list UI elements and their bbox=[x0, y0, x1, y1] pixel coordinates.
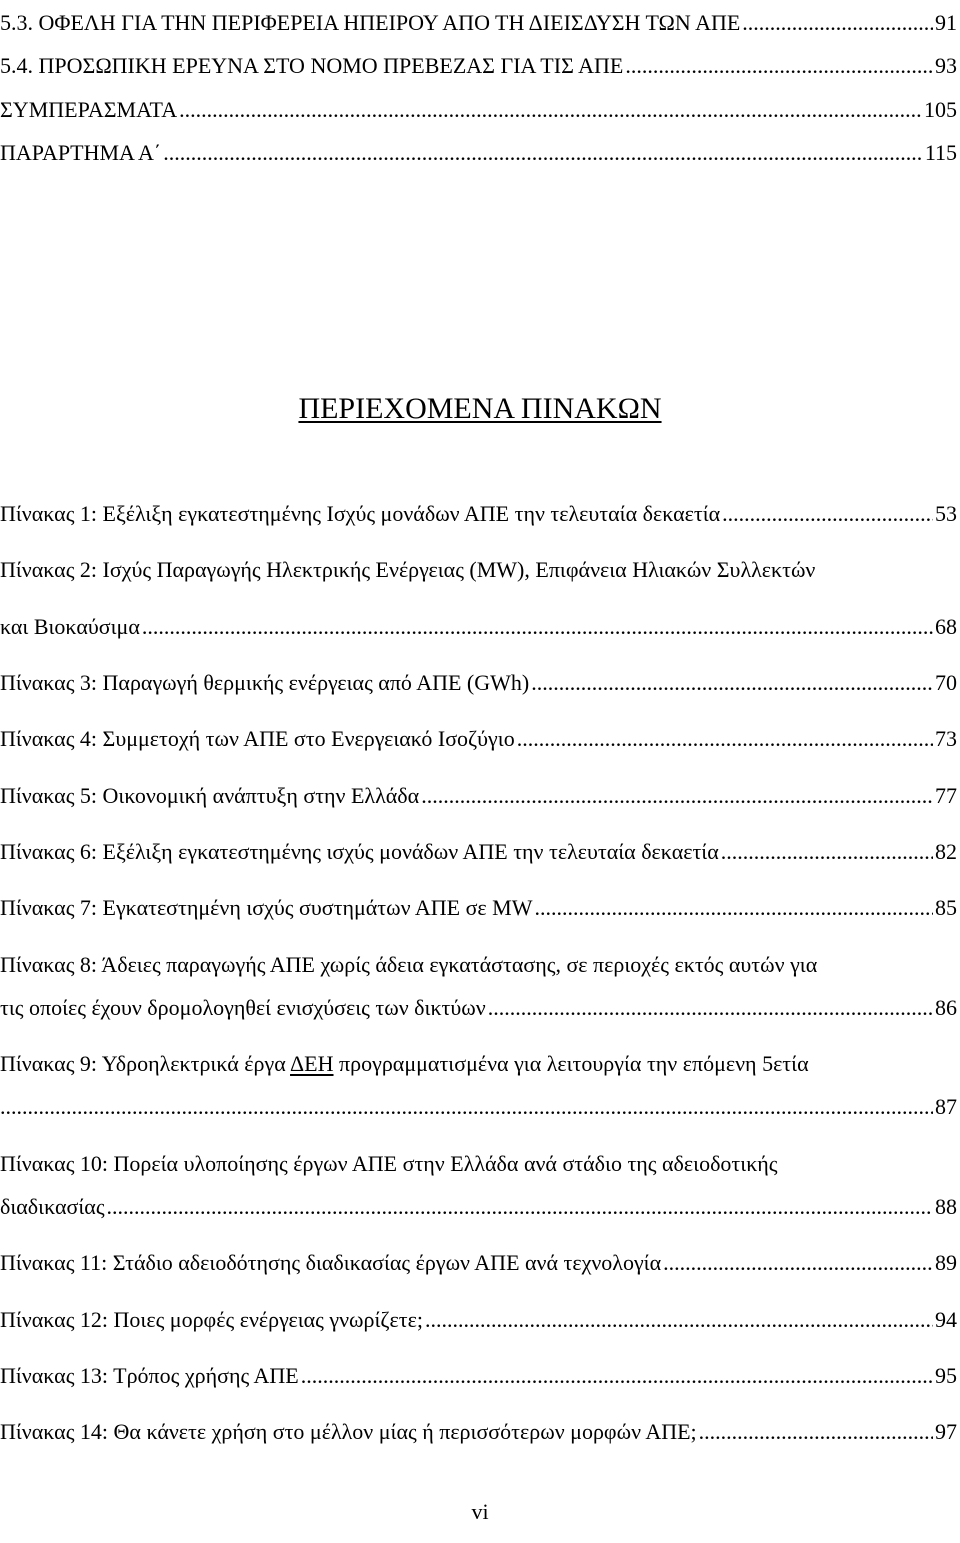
table-entry-title: Πίνακας 11: Στάδιο αδειοδότησης διαδικασίας έργων ΑΠΕ ανά τεχνολογία bbox=[0, 1250, 662, 1275]
table-entry-page: 85 bbox=[935, 895, 957, 920]
table-entry-title: Πίνακας 2: Ισχύς Παραγωγής Ηλεκτρικής Ενέργειας (MW), Επιφάνεια Ηλιακών Συλλεκτών bbox=[0, 557, 816, 582]
toc-entry-title: 5.4. ΠΡΟΣΩΠΙΚΗ ΕΡΕΥΝΑ ΣΤΟ ΝΟΜΟ ΠΡΕΒΕΖΑΣ ΓΙΑ ΤΙΣ ΑΠΕ bbox=[0, 53, 624, 78]
table-entry-10-line1[interactable] bbox=[0, 1149, 958, 1179]
table-entry-title-continued: και Βιοκαύσιμα bbox=[0, 614, 140, 639]
dot-leader bbox=[625, 51, 933, 81]
table-entry-title: Πίνακας 7: Εγκατεστημένη ισχύς συστημάτων ΑΠΕ σε MW bbox=[0, 895, 533, 920]
dot-leader bbox=[663, 1248, 933, 1278]
table-entry-4[interactable] bbox=[0, 724, 957, 754]
table-entry-title: Πίνακας 10: Πορεία υλοποίησης έργων ΑΠΕ στην Ελλάδα ανά στάδιο της αδειοδοτικής bbox=[0, 1151, 778, 1176]
dot-leader bbox=[107, 1192, 933, 1222]
table-entry-3[interactable] bbox=[0, 668, 957, 698]
table-entry-title: Πίνακας 3: Παραγωγή θερμικής ενέργειας από ΑΠΕ (GWh) bbox=[0, 670, 530, 695]
table-entry-2-line1[interactable] bbox=[0, 555, 958, 585]
table-entry-11[interactable] bbox=[0, 1248, 957, 1278]
table-entry-title-line bbox=[0, 950, 946, 980]
toc-entry[interactable] bbox=[0, 95, 957, 125]
toc-entry-page: 105 bbox=[924, 97, 957, 122]
toc-entry[interactable] bbox=[0, 51, 957, 81]
table-entry-title: Πίνακας 1: Εξέλιξη εγκατεστημένης Ισχύς μονάδων ΑΠΕ την τελευταία δεκαετία bbox=[0, 501, 721, 526]
dot-leader bbox=[421, 781, 933, 811]
table-entry-page: 53 bbox=[935, 501, 957, 526]
table-entry-page: 86 bbox=[935, 995, 957, 1020]
table-entry-8[interactable] bbox=[0, 993, 957, 1023]
table-entry-6[interactable] bbox=[0, 837, 957, 867]
dot-leader bbox=[179, 95, 922, 125]
table-entry-page: 82 bbox=[935, 839, 957, 864]
table-entry-1[interactable] bbox=[0, 499, 957, 529]
table-entry-page: 68 bbox=[935, 614, 957, 639]
table-entry-page: 94 bbox=[935, 1307, 957, 1332]
toc-entry-title: 5.3. ΟΦΕΛΗ ΓΙΑ ΤΗΝ ΠΕΡΙΦΕΡΕΙΑ ΗΠΕΙΡΟΥ ΑΠΟ ΤΗ ΔΙΕΙΣΔΥΣΗ ΤΩΝ ΑΠΕ bbox=[0, 10, 741, 35]
table-entry-page: 95 bbox=[935, 1363, 957, 1388]
table-entry-5[interactable] bbox=[0, 781, 957, 811]
table-entry-title: Πίνακας 14: Θα κάνετε χρήση στο μέλλον μίας ή περισσότερων μορφών ΑΠΕ; bbox=[0, 1419, 697, 1444]
dot-leader bbox=[425, 1305, 933, 1335]
toc-entry-page: 93 bbox=[935, 53, 957, 78]
table-entry-page: 87 bbox=[935, 1094, 957, 1119]
dot-leader bbox=[0, 1092, 933, 1122]
table-entry-10[interactable] bbox=[0, 1192, 957, 1222]
dot-leader bbox=[721, 837, 933, 867]
table-entry-title-continued: διαδικασίας bbox=[0, 1194, 105, 1219]
toc-entry[interactable] bbox=[0, 8, 957, 38]
table-entry-title: Πίνακας 12: Ποιες μορφές ενέργειας γνωρίζετε; bbox=[0, 1307, 423, 1332]
table-entry-page: 97 bbox=[935, 1419, 957, 1444]
table-entry-title: Πίνακας 5: Οικονομική ανάπτυξη στην Ελλάδα bbox=[0, 783, 420, 808]
dot-leader bbox=[742, 8, 933, 38]
dot-leader bbox=[488, 993, 933, 1023]
table-entry-8-line1[interactable] bbox=[0, 950, 958, 980]
table-entry-13[interactable] bbox=[0, 1361, 957, 1391]
dot-leader bbox=[142, 612, 933, 642]
table-entry-2[interactable] bbox=[0, 612, 957, 642]
table-entry-title: Πίνακας 6: Εξέλιξη εγκατεστημένης ισχύς μονάδων ΑΠΕ την τελευταία δεκαετία bbox=[0, 839, 719, 864]
toc-entry-page: 115 bbox=[924, 140, 957, 165]
table-entry-title-suffix: προγραμματισμένα για λειτουργία την επόμενη 5ετία bbox=[333, 1051, 809, 1076]
dot-leader bbox=[722, 499, 933, 529]
toc-entry[interactable] bbox=[0, 138, 957, 168]
table-entry-page: 89 bbox=[935, 1250, 957, 1275]
table-entry-12[interactable] bbox=[0, 1305, 957, 1335]
tables-heading: ΠΕΡΙΕΧΟΜΕΝΑ ΠΙΝΑΚΩΝ bbox=[298, 392, 662, 425]
table-entry-page: 73 bbox=[935, 726, 957, 751]
table-entry-page: 77 bbox=[935, 783, 957, 808]
toc-entry-title: ΣΥΜΠΕΡΑΣΜΑΤΑ bbox=[0, 97, 178, 122]
table-entry-title-continued: τις οποίες έχουν δρομολογηθεί ενισχύσεις των δικτύων bbox=[0, 995, 486, 1020]
dot-leader bbox=[699, 1417, 933, 1447]
table-entry-page: 88 bbox=[935, 1194, 957, 1219]
table-entry-title: Πίνακας 8: Άδειες παραγωγής ΑΠΕ χωρίς άδεια εγκατάστασης, σε περιοχές εκτός αυτών για bbox=[0, 952, 818, 977]
table-entry-title-prefix: Πίνακας 9: Υδροηλεκτρικά έργα bbox=[0, 1051, 291, 1076]
table-entry-title-line bbox=[0, 555, 946, 585]
table-entry-title: Πίνακας 13: Τρόπος χρήσης ΑΠΕ bbox=[0, 1363, 299, 1388]
toc-entry-page: 91 bbox=[935, 10, 957, 35]
dot-leader bbox=[531, 668, 933, 698]
table-entry-page: 70 bbox=[935, 670, 957, 695]
table-entry-title: Πίνακας 4: Συμμετοχή των ΑΠΕ στο Ενεργειακό Ισοζύγιο bbox=[0, 726, 515, 751]
table-entry-9[interactable] bbox=[0, 1092, 957, 1122]
table-entry-9-line1[interactable] bbox=[0, 1049, 958, 1079]
table-entry-title-underlined: ΔΕΗ bbox=[290, 1051, 334, 1076]
dot-leader bbox=[517, 724, 933, 754]
table-entry-14[interactable] bbox=[0, 1417, 957, 1447]
dot-leader bbox=[535, 893, 934, 923]
table-entry-7[interactable] bbox=[0, 893, 957, 923]
page-number: vi bbox=[471, 1499, 489, 1524]
dot-leader bbox=[301, 1361, 933, 1391]
dot-leader bbox=[163, 138, 923, 168]
toc-entry-title: ΠΑΡΑΡΤΗΜΑ Α΄ bbox=[0, 140, 162, 165]
